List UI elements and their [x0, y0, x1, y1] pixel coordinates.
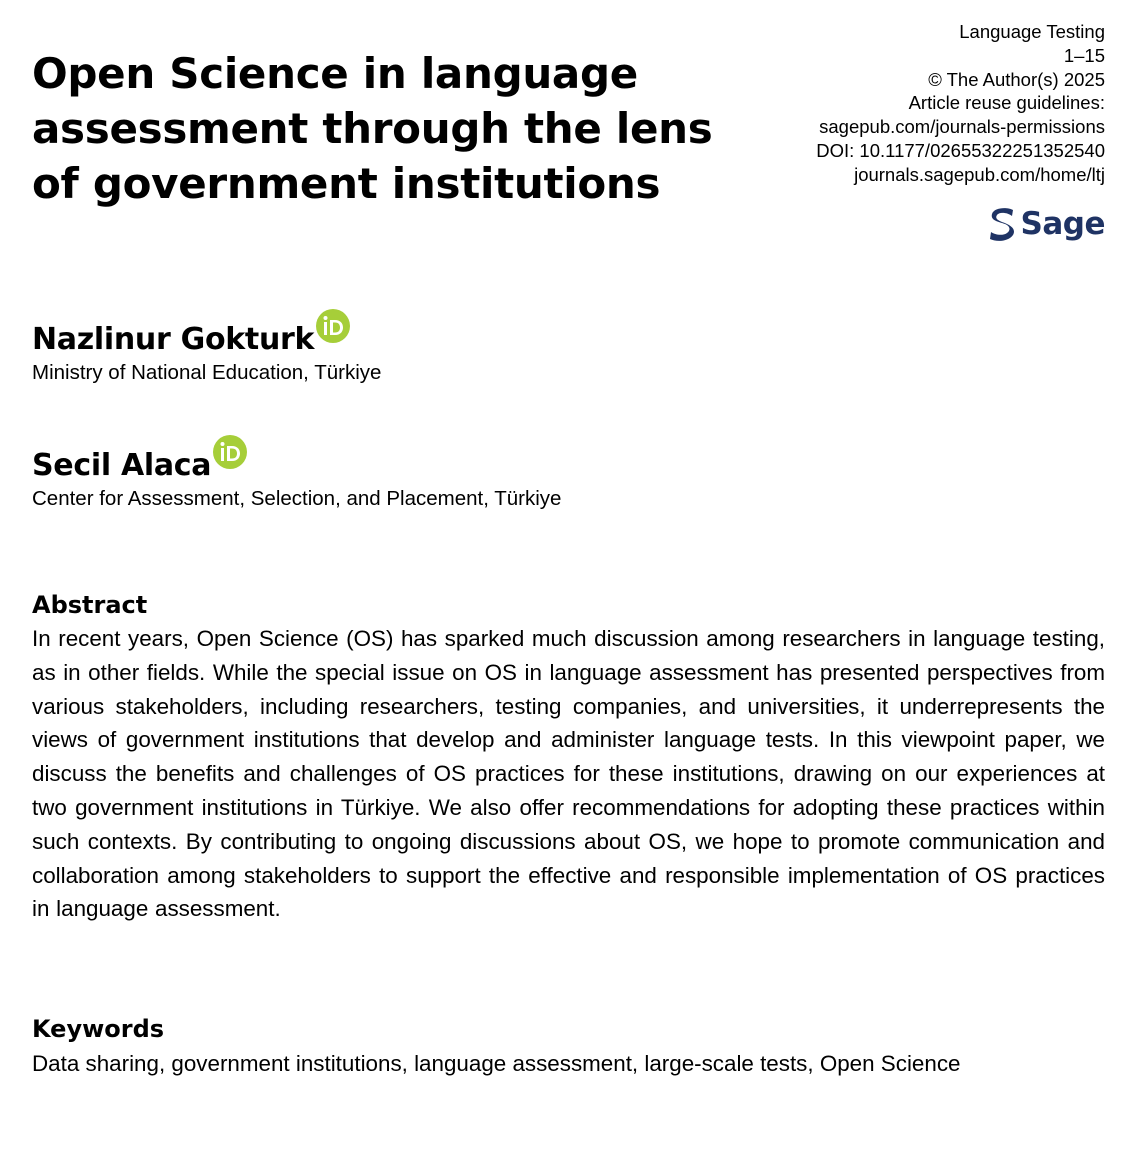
- doi[interactable]: DOI: 10.1177/02655322251352540: [816, 139, 1105, 161]
- author-affiliation: Center for Assessment, Selection, and Placement, Türkiye: [32, 487, 562, 510]
- sage-logo: [988, 205, 1105, 243]
- abstract-heading: Abstract: [32, 591, 148, 619]
- article-title: [32, 46, 732, 211]
- author-name-row: [32, 448, 561, 484]
- journal-metadata: [816, 20, 1105, 187]
- sage-wordmark: Sage: [1020, 206, 1105, 242]
- journal-name: Language Testing: [959, 21, 1105, 42]
- author-block-2: [32, 448, 561, 512]
- orcid-icon[interactable]: [315, 308, 351, 344]
- article-title-line-3: of government institutions: [32, 159, 661, 208]
- article-title-line-1: Open Science in language: [32, 49, 638, 98]
- author-affiliation: Ministry of National Education, Türkiye: [32, 361, 382, 384]
- reuse-guidelines-label: Article reuse guidelines:: [908, 92, 1105, 114]
- author-name: Nazlinur Gokturk: [32, 322, 315, 357]
- author-name-row: [32, 322, 381, 358]
- page-range: 1–15: [1063, 44, 1105, 66]
- journal-homepage-link[interactable]: journals.sagepub.com/home/ltj: [854, 163, 1105, 185]
- author-name: Secil Alaca: [32, 448, 212, 483]
- sage-s-mark-icon: [988, 206, 1016, 242]
- reuse-guidelines-link[interactable]: sagepub.com/journals-permissions: [819, 116, 1105, 138]
- article-title-line-2: assessment through the lens: [32, 104, 713, 153]
- keywords-text: Data sharing, government institutions, language assessment, large-scale tests, Open Science: [32, 1051, 961, 1076]
- author-block-1: [32, 322, 381, 386]
- keywords-heading: Keywords: [32, 1015, 165, 1043]
- copyright-notice: © The Author(s) 2025: [928, 68, 1105, 90]
- orcid-icon[interactable]: [212, 434, 248, 470]
- abstract-text: In recent years, Open Science (OS) has sparked much discussion among researchers in language testing, as in other fields. While the special issue on OS in language assessment has presented perspectives from various stakeholders, including researchers, testing companies, and universities, it underrepresents the views of government institutions that develop and administer language tests. In this viewpoint paper, we discuss the benefits and challenges of OS practices for these institutions, drawing on our experiences at two government institutions in Türkiye. We also offer recommendations for adopting these practices within such contexts. By contributing to ongoing discussions about OS, we hope to promote communication and collaboration among stakeholders to support the effective and responsible implementation of OS practices in language assessment.: [32, 626, 1105, 922]
